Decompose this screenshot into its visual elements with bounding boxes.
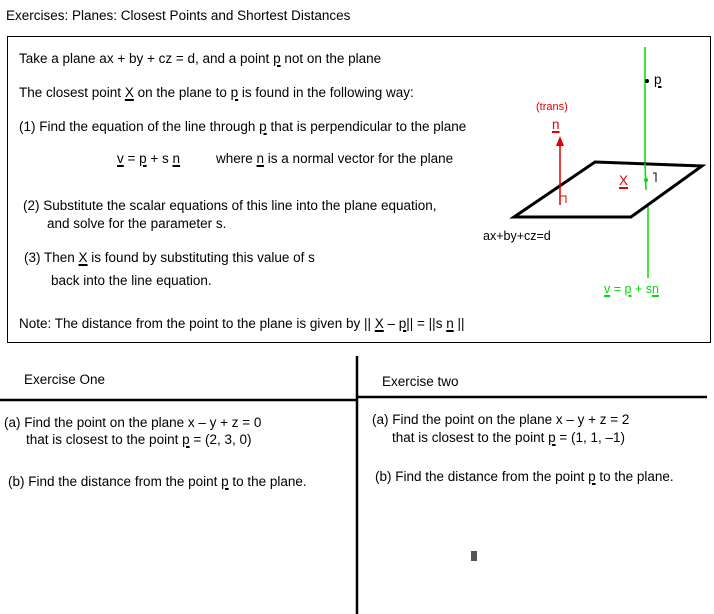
note-text: where xyxy=(216,151,257,166)
vector-n: n xyxy=(651,282,659,296)
exercise-text: that is closest to the point xyxy=(26,432,183,447)
exercise-text: to the plane. xyxy=(228,474,307,489)
trans-label: (trans) xyxy=(536,101,568,113)
vector-p: p xyxy=(624,282,632,296)
note-text: || xyxy=(453,316,465,331)
vector-x: X xyxy=(374,316,384,331)
exercise-one-a-line-2 xyxy=(26,432,252,447)
exercise-text: (b) Find the distance from the point xyxy=(8,474,222,489)
intro-text: not on the plane xyxy=(280,51,382,66)
vector-p: p xyxy=(259,119,267,134)
step-text: (1) Find the equation of the line through xyxy=(19,119,260,134)
page-title: Exercises: Planes: Closest Points and Shortest Distances xyxy=(6,8,351,23)
intro-text: Take a plane ax + by + cz = d, and a point xyxy=(19,51,274,66)
intro-text: The closest point xyxy=(19,85,125,100)
eq-text: + s xyxy=(631,282,652,296)
note-text: Note: The distance from the point to the plane is given by || xyxy=(19,316,375,331)
step-2-line-2: and solve for the parameter s. xyxy=(47,216,227,231)
vector-p: p xyxy=(221,474,229,489)
vector-p: p xyxy=(182,432,190,447)
exercise-two-b xyxy=(375,469,674,484)
exercise-two-a-line-1: (a) Find the point on the plane x – y + z = 2 xyxy=(372,412,630,427)
intro-text: is found in the following way: xyxy=(238,85,414,100)
exercise-one-b xyxy=(8,474,307,489)
normal-n-label: n xyxy=(552,117,560,132)
point-x-label: X xyxy=(619,173,629,188)
vector-x: X xyxy=(78,250,88,265)
step-2-line-1: (2) Substitute the scalar equations of this line into the plane equation, xyxy=(23,198,437,213)
eq-text: + s xyxy=(146,151,173,166)
eq-text: = xyxy=(123,151,140,166)
vector-n: n xyxy=(172,151,181,166)
vector-v: v xyxy=(604,282,611,296)
plane-equation-label: ax+by+cz=d xyxy=(483,229,551,243)
vector-n: n xyxy=(256,151,265,166)
vector-p: p xyxy=(139,151,147,166)
exercise-text: that is closest to the point xyxy=(392,430,549,445)
step-text: is found by substituting this value of s xyxy=(87,250,315,265)
vector-p: p xyxy=(398,316,407,331)
exercise-two-a-line-2 xyxy=(392,430,625,445)
exercise-two-heading: Exercise two xyxy=(382,374,459,389)
note-text: is a normal vector for the plane xyxy=(264,151,454,166)
step-text: (3) Then xyxy=(24,250,79,265)
intro-text: on the plane to xyxy=(133,85,231,100)
exercise-text: (b) Find the distance from the point xyxy=(375,469,589,484)
exercise-text: = (2, 3, 0) xyxy=(189,432,252,447)
exercise-text: = (1, 1, –1) xyxy=(555,430,626,445)
step-text: that is perpendicular to the plane xyxy=(266,119,467,134)
note-text: || = ||s xyxy=(406,316,447,331)
vector-x: X xyxy=(124,85,134,100)
vector-p: p xyxy=(548,430,556,445)
point-p-label: p xyxy=(654,72,662,87)
vector-p: p xyxy=(230,85,239,100)
note-text: – xyxy=(383,316,399,331)
vector-n: n xyxy=(446,316,454,331)
vector-p: p xyxy=(273,51,281,66)
exercise-text: to the plane. xyxy=(595,469,674,484)
cursor-marker xyxy=(471,551,477,561)
exercise-one-a-line-1: (a) Find the point on the plane x – y + z = 0 xyxy=(4,415,262,430)
exercise-one-heading: Exercise One xyxy=(24,372,106,387)
step-3-line-2: back into the line equation. xyxy=(51,273,212,288)
eq-text: = xyxy=(610,282,625,296)
vector-v: v xyxy=(117,151,124,166)
vector-p: p xyxy=(588,469,596,484)
